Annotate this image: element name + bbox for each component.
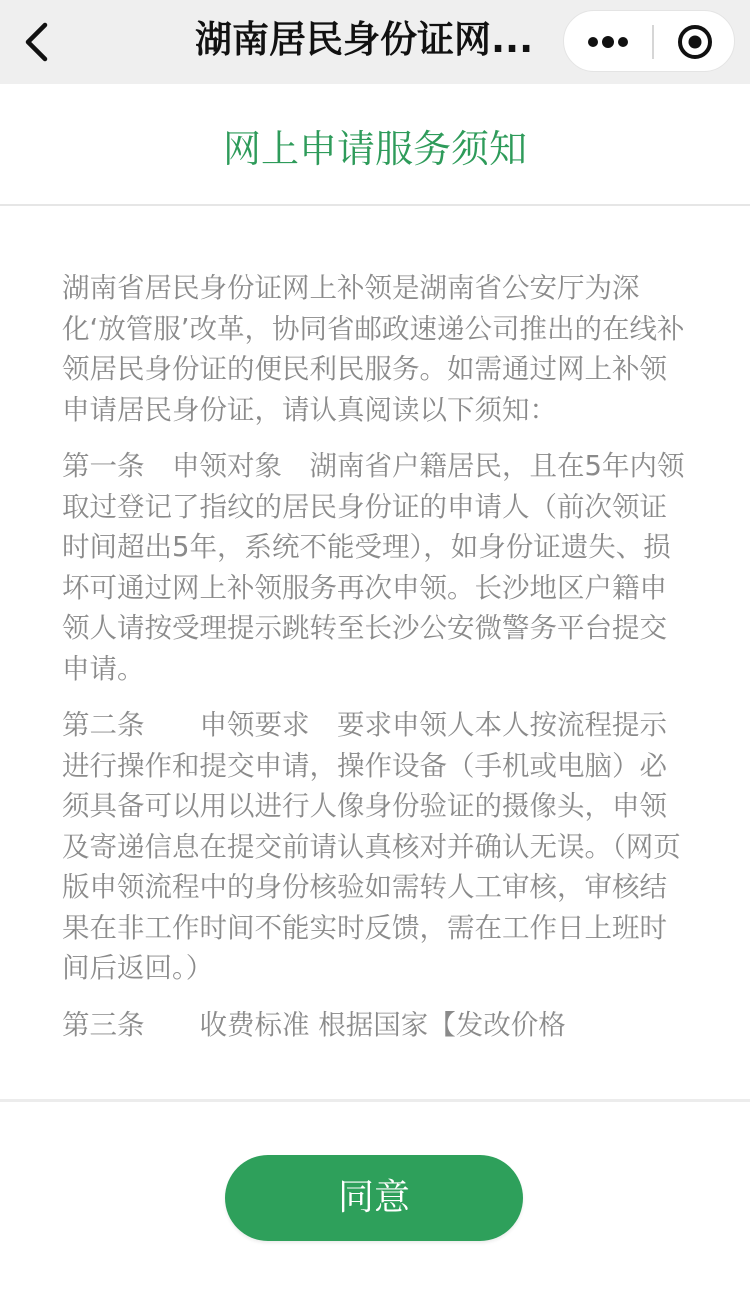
- page-title: 网上申请服务须知: [222, 127, 527, 171]
- navigation-bar: [0, 0, 750, 84]
- capsule-divider: [652, 25, 654, 59]
- more-dots-icon: [586, 35, 630, 49]
- more-button[interactable]: [564, 11, 652, 73]
- back-button[interactable]: [14, 18, 58, 66]
- agree-button[interactable]: 同意: [225, 1155, 523, 1241]
- target-close-icon: [676, 23, 714, 61]
- notice-intro: 湖南省居民身份证网上补领是湖南省公安厅为深化‘放管服’改革，协同省邮政速递公司推出的在线补领居民身份证的便民利民服务。如需通过网上补领申请居民身份证，请认真阅读以下须知：: [62, 272, 685, 426]
- notice-article-2: 第二条 申领要求 要求申领人本人按流程提示进行操作和提交申请，操作设备（手机或电脑）必须具备可以用以进行人像身份验证的摄像头，申领及寄递信息在提交前请认真核对并确认无误。（网页版申领流程中的身份核验如需转人工审核，审核结果在非工作时间不能实时反馈，需在工作日上班时间后返回。）: [62, 709, 681, 984]
- mini-program-capsule: [563, 10, 735, 72]
- chevron-left-icon: [23, 22, 49, 62]
- notice-article-3: 第三条 收费标准 根据国家【发改价格: [62, 1008, 566, 1041]
- close-mini-program-button[interactable]: [656, 11, 734, 73]
- notice-article-1: 第一条 申领对象 湖南省户籍居民，且在5年内领取过登记了指纹的居民身份证的申请人（前次领证时间超出5年，系统不能受理），如身份证遗失、损坏可通过网上补领服务再次申领。长沙地区户籍申领人请按受理提示跳转至长沙公安微警务平台提交申请。: [62, 450, 685, 685]
- footer-divider: [0, 1099, 750, 1102]
- notice-content[interactable]: [62, 268, 686, 1061]
- window-title: 湖南居民身份证网...: [195, 18, 534, 61]
- page-header: [0, 84, 750, 206]
